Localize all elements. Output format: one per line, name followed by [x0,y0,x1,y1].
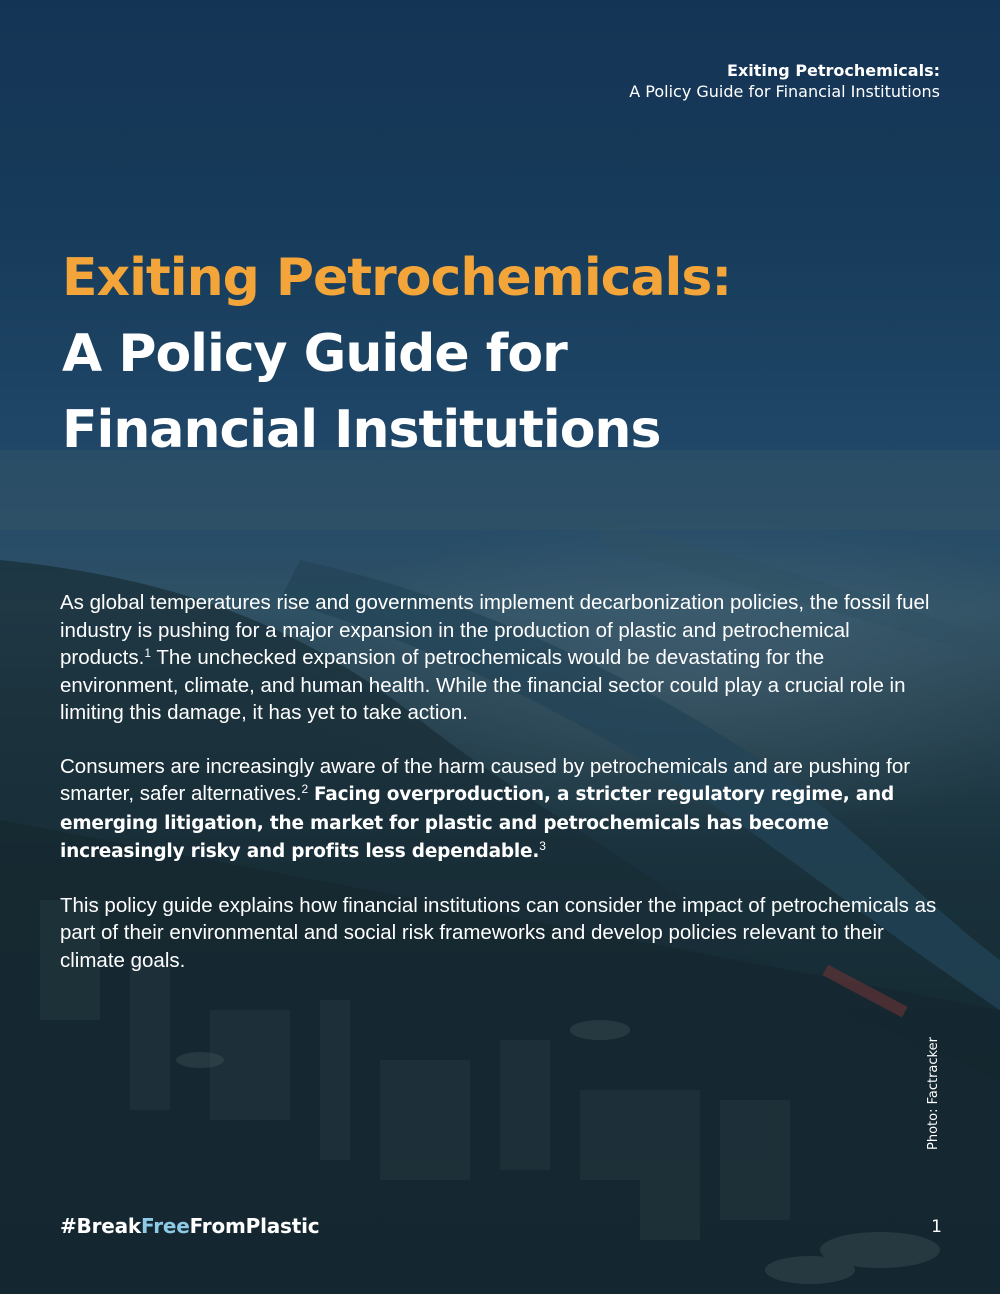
footnote-ref-1[interactable]: 1 [144,646,152,660]
paragraph-1 [60,589,940,727]
paragraph-2-text: Consumers are increasingly aware of the harm caused by petrochemicals and are pushing for smarter, safer alternatives. [60,754,911,805]
page-title [62,240,731,468]
title-line-1: Exiting Petrochemicals: [62,248,732,308]
hashtag-part-3: FromPlastic [189,1214,320,1238]
running-header-title: Exiting Petrochemicals: [727,61,940,80]
paragraph-1-text-cont: The unchecked expansion of petrochemicals would be devastating for the environment, climate, and human health. While the financial sector could play a crucial role in limiting this damage, it has yet to take action. [60,646,906,724]
hashtag-part-2: Free [141,1214,190,1238]
footnote-ref-3[interactable]: 3 [539,839,546,853]
running-header [629,60,940,102]
page-number: 1 [931,1217,942,1237]
running-header-subtitle: A Policy Guide for Financial Institutions [629,82,940,101]
title-line-2: A Policy Guide for [62,324,567,384]
paragraph-2-bold: Facing overproduction, a stricter regulatory regime, and emerging litigation, the market for plastic and petrochemicals has become increasingly risky and profits less dependable. [60,784,895,862]
paragraph-2 [60,753,940,866]
title-line-3: Financial Institutions [62,400,661,460]
paragraph-3: This policy guide explains how financial institutions can consider the impact of petrochemicals as part of their environmental and social risk frameworks and develop policies relevant to their climate goals. [60,893,937,972]
paragraph-1-text: As global temperatures rise and governments implement decarbonization policies, the fossil fuel industry is pushing for a major expansion in the production of plastic and petrochemical products. [60,591,930,669]
photo-credit: Photo: Factracker [926,1037,941,1150]
footnote-ref-2[interactable]: 2 [301,782,309,796]
body-text [60,589,940,1000]
campaign-hashtag [60,1214,319,1238]
hashtag-part-1: #Break [60,1214,142,1238]
